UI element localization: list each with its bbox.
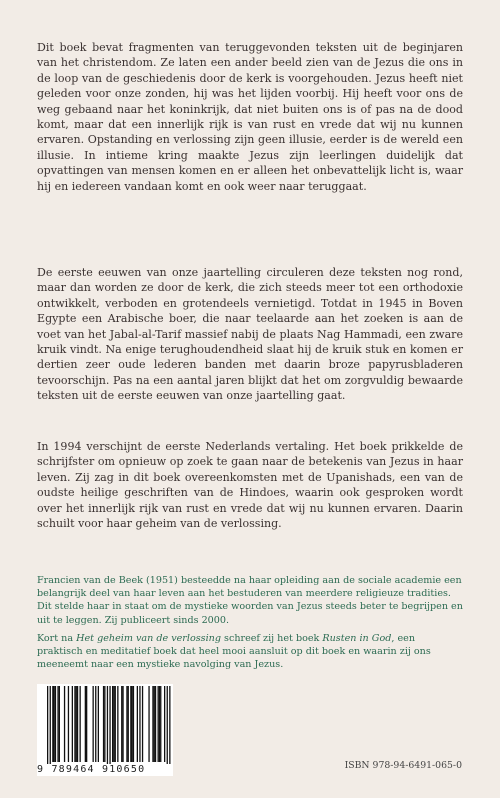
barcode-bar <box>142 686 143 762</box>
other-book-prefix: Kort na <box>37 633 77 644</box>
barcode-bar <box>139 686 140 762</box>
barcode-bars <box>37 684 173 764</box>
barcode-bar <box>95 686 96 762</box>
barcode-bar <box>77 686 78 762</box>
barcode-bar <box>133 686 134 762</box>
barcode-bar <box>113 686 114 762</box>
other-book-title-2: Rusten in God <box>322 633 392 644</box>
barcode-bar <box>159 686 160 762</box>
barcode-bar <box>117 686 118 762</box>
barcode-bar <box>76 686 77 762</box>
other-book-middle: schreef zij het boek <box>220 633 323 644</box>
barcode-bar <box>158 686 159 762</box>
other-book-suffix: , een praktisch en meditatief boek dat heel mooi aansluit op dit boek en waarin zij ons meeneemt naar een mystieke navolging van Jezus. <box>37 633 431 671</box>
barcode-bar <box>121 686 122 762</box>
barcode-bar <box>80 686 81 762</box>
barcode-bar <box>152 686 153 762</box>
barcode-bar <box>128 686 129 762</box>
barcode-bar <box>57 686 58 762</box>
other-book-title-1: Het geheim van de verlossing <box>76 633 221 644</box>
barcode-bar <box>109 686 110 764</box>
barcode-bar <box>68 686 69 762</box>
barcode-bar <box>107 686 108 764</box>
barcode-bar <box>155 686 156 762</box>
barcode-bar <box>104 686 105 762</box>
back-cover-paragraph-1: Dit boek bevat fragmenten van teruggevonden teksten uit de beginjaren van het christendom. Ze laten een ander beeld zien van de Jezus die ons in de loop van de geschiedenis door de kerk is voorgehouden. Jezus heeft niet geleden voor onze zonden, hij was het lijden voorbij. Hij heeft voor ons de weg gebaand naar het koninkrijk, dat niet buiten ons is of pas na de dood komt, maar dat een innerlijk rijk is van rust en vrede dat wij nu kunnen ervaren. Opstanding en verlossing zijn geen illusie, eerder is de wereld een illusie. In intieme kring maakte Jezus zijn leerlingen duidelijk dat opvattingen van mensen komen en er alleen het onbevattelijk licht is, waar hij en iedereen vandaan komt en ook weer naar teruggaat. <box>37 41 463 193</box>
barcode-bar <box>52 686 53 762</box>
barcode-bar <box>86 686 87 762</box>
barcode-bar <box>167 686 168 764</box>
barcode-bar <box>54 686 55 762</box>
barcode-bar <box>164 686 165 762</box>
barcode-bar <box>112 686 113 762</box>
barcode-bar <box>98 686 99 762</box>
barcode-bar <box>132 686 133 762</box>
barcode <box>37 684 173 775</box>
barcode-bar <box>148 686 149 762</box>
barcode-bar <box>59 686 60 762</box>
barcode-digits: 9 789464 910650 <box>37 764 173 776</box>
barcode-bar <box>74 686 75 762</box>
author-bio: Francien van de Beek (1951) besteedde na haar opleiding aan de sociale academie een belangrijk deel van haar leven aan het bestuderen van meerdere religieuze tradities. Dit stelde haar in staat om de mystieke woorden van Jezus steeds beter te begrijpen en uit te leggen. Zij publiceert sinds 2000. <box>37 575 463 626</box>
barcode-bar <box>47 686 48 764</box>
barcode-bar <box>160 686 161 762</box>
barcode-bar <box>64 686 65 762</box>
barcode-bar <box>103 686 104 762</box>
barcode-bar <box>72 686 73 762</box>
barcode-bar <box>115 686 116 762</box>
barcode-bar <box>85 686 86 762</box>
barcode-bar <box>50 686 51 764</box>
barcode-bar <box>169 686 170 764</box>
barcode-bar <box>93 686 94 762</box>
back-cover-paragraph-3: In 1994 verschijnt de eerste Nederlands vertaling. Het boek prikkelde de schrijfster om opnieuw op zoek te gaan naar de betekenis van Jezus in haar leven. Zij zag in dit boek overeenkomsten met de Upanishads, een van de oudste heilige geschriften van de Hindoes, waarin ook gesproken wordt over het innerlijk rijk van rust en vrede dat wij nu kunnen ervaren. Daarin schuilt voor haar geheim van de verlossing. <box>37 440 463 531</box>
other-book-note <box>37 632 463 672</box>
barcode-bar <box>126 686 127 762</box>
back-cover-paragraph-2: De eerste eeuwen van onze jaartelling circuleren deze teksten nog rond, maar dan worden ze door de kerk, die zich steeds meer tot een orthodoxie ontwikkelt, verboden en grotendeels vernietigd. Totdat in 1945 in Boven Egypte een Arabische boer, die naar teelaarde aan het zoeken is aan de voet van het Jabal-al-Tarif massief nabij de plaats Nag Hammadi, een zware kruik vindt. Na enige terughoudendheid slaat hij de kruik stuk en komen er dertien zeer oude lederen banden met daarin broze papyrusbladeren tevoorschijn. Pas na een aantal jaren blijkt dat het om zorgvuldig bewaarde teksten uit de eerste eeuwen van onze jaartelling gaat. <box>37 266 463 403</box>
isbn-number: ISBN 978-94-6491-065-0 <box>344 760 462 771</box>
barcode-bar <box>130 686 131 762</box>
barcode-bar <box>154 686 155 762</box>
barcode-bar <box>122 686 123 762</box>
barcode-bar <box>55 686 56 762</box>
barcode-bar <box>137 686 138 762</box>
